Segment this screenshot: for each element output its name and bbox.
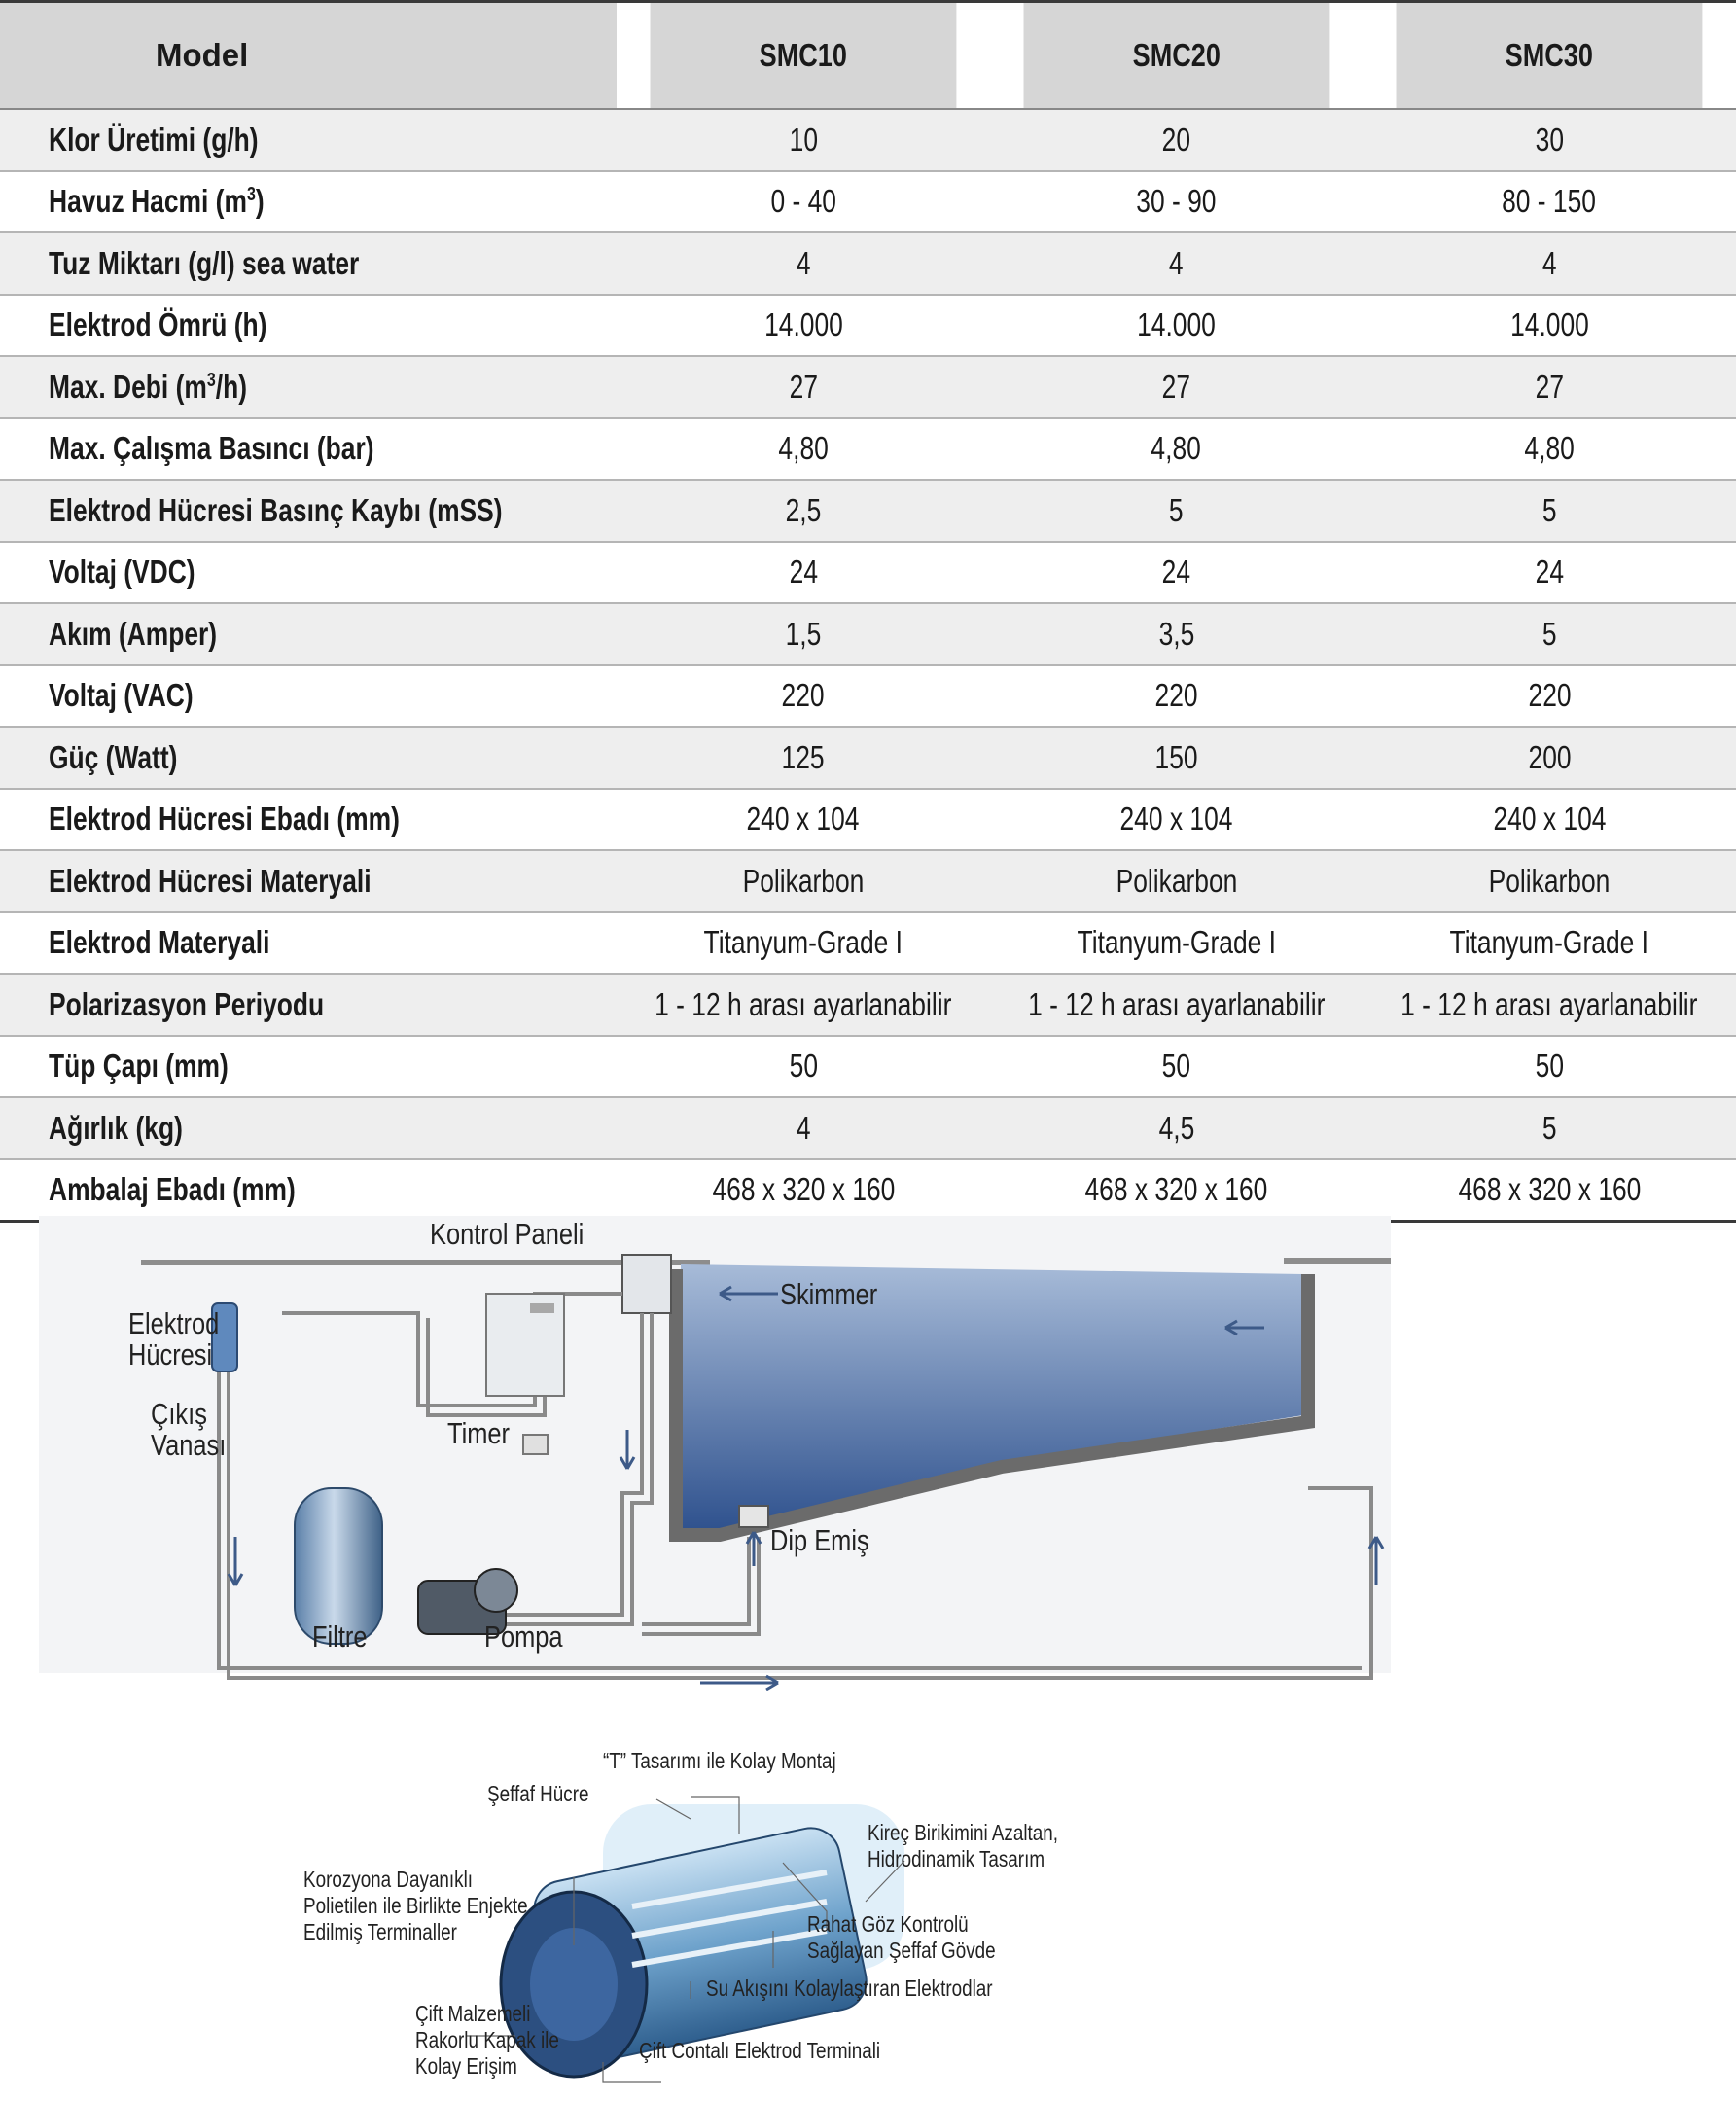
label-filtre: Filtre [312,1620,368,1654]
table-row: Elektrod Hücresi Ebadı (mm) 240 x 104 240 x 104 240 x 104 [0,789,1736,851]
row-label: Elektrod Materyali [0,912,617,975]
label-cift-malzeme-2: Rakorlu Kapak ile [415,2027,559,2052]
table-row: Tüp Çapı (mm) 50 50 50 [0,1036,1736,1098]
table-row: Elektrod Hücresi Basınç Kaybı (mSS) 2,5 5 5 [0,480,1736,542]
table-row: Elektrod Ömrü (h) 14.000 14.000 14.000 [0,295,1736,357]
label-kirec-2: Hidrodinamik Tasarım [868,1846,1045,1871]
table-row: Havuz Hacmi $(m^3)$ 0 - 40 30 - 90 80 - 150 [0,171,1736,233]
label-su-akisi: Su Akışını Kolaylaştıran Elektrodlar [706,1976,993,2001]
timer-icon [523,1435,548,1454]
label-cift-malzeme-1: Çift Malzemeli [415,2001,531,2026]
header-smc20: SMC20 [1023,2,1329,110]
electrode-cell-diagram [282,1727,1118,2096]
table-row: Max. Çalışma Basıncı (bar) 4,80 4,80 4,80 [0,418,1736,481]
label-cikis: Çıkış [151,1397,207,1431]
row-label: Max. Çalışma Basıncı (bar) [0,418,617,481]
label-skimmer: Skimmer [780,1277,878,1311]
label-korozyon-2: Polietilen ile Birlikte Enjekte [303,1893,528,1918]
label-dip-emis: Dip Emiş [770,1523,869,1557]
label-seffaf-hucre: Şeffaf Hücre [487,1781,589,1806]
table-row: Voltaj (VAC) 220 220 220 [0,665,1736,728]
table-row: Elektrod Hücresi Materyali Polikarbon Polikarbon Polikarbon [0,850,1736,912]
row-label: Max. Debi $(m^3/h)$ [0,356,617,418]
label-kirec-1: Kireç Birikimini Azaltan, [868,1820,1059,1845]
label-pompa: Pompa [484,1620,563,1654]
label-korozyon-3: Edilmiş Terminaller [303,1919,457,1944]
header-model: Model [0,2,617,110]
row-label: Elektrod Ömrü (h) [0,295,617,357]
label-vanasi: Vanası [151,1428,227,1462]
header-smc10: SMC10 [651,2,956,110]
row-label: Elektrod Hücresi Ebadı (mm) [0,789,617,851]
table-row: Akım (Amper) 1,5 3,5 5 [0,603,1736,665]
table-row: Klor Üretimi (g/h) 10 20 30 [0,109,1736,171]
table-header-row [0,2,1736,110]
label-cift-malzeme-3: Kolay Erişim [415,2053,517,2079]
row-label: Ağırlık (kg) [0,1097,617,1159]
label-elektrod: Elektrod [128,1306,220,1340]
row-label: Güç (Watt) [0,727,617,789]
table-row: Voltaj (VDC) 24 24 24 [0,542,1736,604]
label-rahat-1: Rahat Göz Kontrolü [807,1911,969,1937]
table-row: Tuz Miktarı (g/l) sea water 4 4 4 [0,232,1736,295]
row-label: Klor Üretimi (g/h) [0,109,617,171]
row-label: Elektrod Hücresi Basınç Kaybı (mSS) [0,480,617,542]
row-label: Akım (Amper) [0,603,617,665]
label-rahat-2: Sağlayan Şeffaf Gövde [807,1938,996,1963]
label-cift-conta: Çift Contalı Elektrod Terminali [639,2038,881,2063]
table-row: Ağırlık (kg) 4 4,5 5 [0,1097,1736,1159]
row-label: Elektrod Hücresi Materyali [0,850,617,912]
label-t-tasarim: “T” Tasarımı ile Kolay Montaj [603,1748,836,1773]
row-label: Voltaj (VAC) [0,665,617,728]
table-row: Güç (Watt) 125 150 200 [0,727,1736,789]
row-label: Polarizasyon Periyodu [0,974,617,1036]
row-label: Voltaj (VDC) [0,542,617,604]
row-label: Tüp Çapı (mm) [0,1036,617,1098]
row-label: Havuz Hacmi $(m^3)$ [0,171,617,233]
pool-diagram [39,1196,1391,1702]
label-kontrol-paneli: Kontrol Paneli [430,1217,585,1251]
label-timer: Timer [447,1416,511,1450]
table-row: Max. Debi $(m^3/h)$ 27 27 27 [0,356,1736,418]
table-row: Ambalaj Ebadı (mm) 468 x 320 x 160 468 x 320 x 160 468 x 320 x 160 [0,1159,1736,1222]
header-smc30: SMC30 [1397,2,1702,110]
pool-diagram-drawing [39,1196,1391,1702]
label-hucresi: Hücresi [128,1337,213,1371]
main-drain-icon [739,1506,768,1527]
table-row: Elektrod Materyali Titanyum-Grade I Titanyum-Grade I Titanyum-Grade I [0,912,1736,975]
row-label: Tuz Miktarı (g/l) sea water [0,232,617,295]
label-korozyon-1: Korozyona Dayanıklı [303,1867,474,1892]
row-label: Ambalaj Ebadı (mm) [0,1159,617,1222]
table-row: Polarizasyon Periyodu 1 - 12 h arası ayarlanabilir 1 - 12 h arası ayarlanabilir 1 - 12 h arası ayarlanabilir [0,974,1736,1036]
